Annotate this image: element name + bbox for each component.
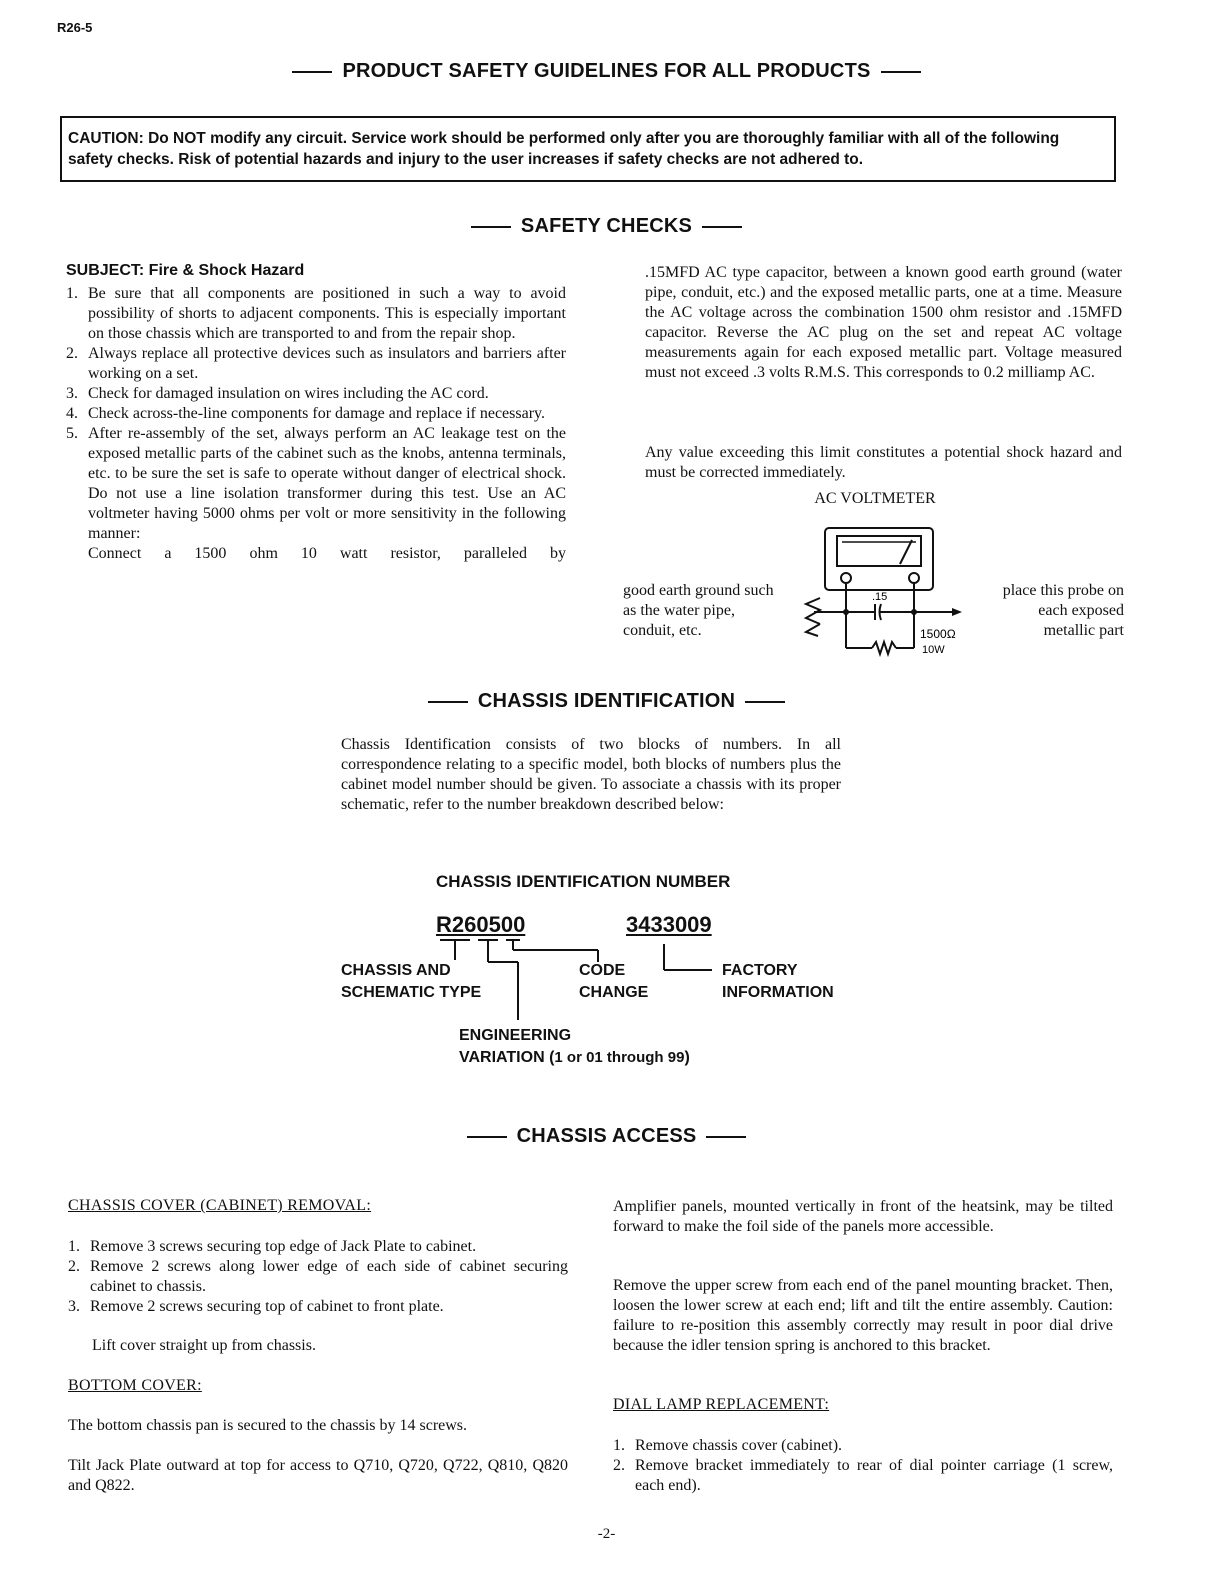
list-item-number: 2. [68,1258,80,1275]
meter-window [837,536,921,566]
chassis-id-number-title: CHASSIS IDENTIFICATION NUMBER [436,872,731,891]
bottom-cover-heading: BOTTOM COVER: [68,1377,202,1394]
list-item [613,1456,1113,1496]
safety-checks-list [66,284,566,564]
watt-label: 10W [922,644,945,656]
list-item-text: Be sure that all components are positioned in such a way to avoid possibility of shorts to adjacent components. This is especially important on those chassis which are transported to and from the repair shop. [88,285,566,342]
cap-label: .15 [872,591,888,603]
label-factory-line-2: INFORMATION [722,984,834,1001]
caution-text: CAUTION: Do NOT modify any circuit. Service work should be performed only after you are thoroughly familiar with all of the following safety checks. Risk of potential hazards and injury to the user increases if safety checks are not adhered to. [68,130,1060,168]
list-item-text: After re-assembly of the set, always perform an AC leakage test on the exposed metallic parts of the cabinet such as the knobs, antenna terminals, etc. to be sure the set is safe to operate without danger of electrical shock. Do not use a line isolation transformer during this test. Use an AC voltmeter having 5000 ohms per volt or more sensitivity in the following manner: [88,425,566,542]
list-item-number: 1. [68,1238,80,1255]
list-item-number: 4. [66,405,78,422]
voltmeter-title: AC VOLTMETER [814,490,936,507]
label-factory-line-1: FACTORY [722,962,798,979]
list-item [613,1436,1113,1456]
list-item-number: 2. [66,345,78,362]
label-eng-line-1: ENGINEERING [459,1027,572,1044]
terminal-right [909,573,919,583]
chassis-id-para: Chassis Identification consists of two blocks of numbers. In all correspondence relating to a specific model, both blocks of numbers plus the cabinet model number should be given. To associate a chassis with its proper schematic, refer to the number breakdown described below: [341,736,841,813]
heading-dash-left [467,1136,507,1138]
label-engineering-variation [459,1025,690,1069]
cover-removal-heading: CHASSIS COVER (CABINET) REMOVAL: [68,1197,372,1214]
probe-label: place this probe on each exposed metallic part [1002,582,1124,639]
voltmeter-diagram [780,520,990,660]
safety-checks-heading-text: SAFETY CHECKS [520,215,693,237]
list-item [66,284,566,344]
heading-dash-right [706,1136,746,1138]
id-block-1: R260500 [436,912,526,937]
bottom-cover-para-2: Tilt Jack Plate outward at top for access to Q710, Q720, Q722, Q810, Q820 and Q822. [68,1457,568,1494]
junction-left [843,609,849,615]
list-item [66,344,566,384]
label-chassis-line-2: SCHEMATIC TYPE [341,984,482,1001]
chassis-access-heading-text: CHASSIS ACCESS [516,1125,697,1147]
list-item-text: Remove chassis cover (cabinet). [635,1437,843,1454]
list-item-number: 3. [68,1298,80,1315]
subject-line: SUBJECT: Fire & Shock Hazard [66,262,305,279]
list-item-text: Always replace all protective devices such as insulators and barriers after working on a set. [88,345,566,382]
list-item-number: 3. [66,385,78,402]
meter-needle [900,540,912,564]
lamp-items [613,1436,1113,1496]
page-title [0,60,1213,83]
ground-symbol [806,598,820,624]
list-item-number: 1. [66,285,78,302]
terminal-left [841,573,851,583]
list-item [66,384,566,404]
safety-right-para-1: .15MFD AC type capacitor, between a known good earth ground (water pipe, conduit, etc.) and the exposed metallic parts, one at a time. Measure the AC voltage across the combination 1500 ohm resistor and .15MFD capacitor. Reverse the AC plug on the set and repeat AC voltage measurements again for each exposed metallic part. Voltage measured must not exceed .3 volts R.M.S. This corresponds to 0.2 milliamp AC. [645,264,1122,381]
list-item-text: Remove 2 screws along lower edge of each side of cabinet securing cabinet to chassis. [90,1258,568,1295]
safety-right-para-2: Any value exceeding this limit constitutes a potential shock hazard and must be corrected immediately. [645,444,1122,481]
junction-right [911,609,917,615]
cover-items [68,1237,568,1317]
label-code-line-1: CODE [579,962,626,979]
cover-removal-list [68,1237,568,1317]
list-item [66,404,566,424]
list-item-text: Remove 3 screws securing top edge of Jack Plate to cabinet. [90,1238,477,1255]
safety-items [66,284,566,544]
list-item [68,1297,568,1317]
amplifier-panels-para: Amplifier panels, mounted vertically in front of the heatsink, may be tilted forward to make the foil side of the panels more accessible. [613,1198,1113,1235]
id-block-2: 3433009 [626,912,712,937]
list-item-text: Remove bracket immediately to rear of dial pointer carriage (1 screw, each end). [635,1457,1113,1494]
list-item-text: Remove 2 screws securing top of cabinet to front plate. [90,1298,444,1315]
lift-cover-text: Lift cover straight up from chassis. [92,1337,316,1354]
res-label: 1500Ω [920,627,956,641]
heading-dash-right [745,701,785,703]
list-item-text: Check across-the-line components for damage and replace if necessary. [88,405,545,422]
label-factory-info [722,960,834,1004]
safety-checks-heading [0,215,1213,238]
probe-tip [952,608,962,616]
label-code-change [579,960,648,1004]
bottom-cover-para-1: The bottom chassis pan is secured to the chassis by 14 screws. [68,1417,468,1434]
list-item-text: Check for damaged insulation on wires including the AC cord. [88,385,489,402]
dial-lamp-list [613,1436,1113,1496]
ground-symbol-2 [806,624,820,636]
heading-dash-left [428,701,468,703]
list-item [68,1257,568,1297]
label-chassis-schematic [341,960,481,1004]
label-code-line-2: CHANGE [579,984,649,1001]
caution-box [60,116,1116,182]
dial-lamp-heading: DIAL LAMP REPLACEMENT: [613,1396,830,1413]
chassis-id-heading-text: CHASSIS IDENTIFICATION [477,690,736,712]
list-item-number: 2. [613,1457,625,1474]
upper-screw-para: Remove the upper screw from each end of the panel mounting bracket. Then, loosen the lower screw at each end; lift and tilt the entire assembly. Caution: failure to re-position this assembly correctly may result in poor dial drive because the idler tension spring is anchored to this bracket. [613,1277,1113,1354]
label-eng-line-2: VARIATION (1 or 01 through 99) [459,1049,690,1066]
chassis-access-heading [0,1125,1213,1148]
title-dash-left [292,71,332,73]
label-chassis-line-1: CHASSIS AND [341,962,451,979]
chassis-id-heading [0,690,1213,713]
list-item-number: 5. [66,425,78,442]
heading-dash-right [702,226,742,228]
heading-dash-left [471,226,511,228]
page-id: R26-5 [57,20,93,35]
earth-ground-label: good earth ground such as the water pipe, conduit, etc. [623,582,774,639]
list-item [68,1237,568,1257]
list-item-number: 1. [613,1437,625,1454]
page-number: -2- [597,1526,616,1542]
list-item [66,424,566,544]
connect-text: Connect a 1500 ohm 10 watt resistor, paralleled by [88,545,566,562]
resistor-zigzag [872,642,896,654]
page-title-text: PRODUCT SAFETY GUIDELINES FOR ALL PRODUCTS [342,60,871,82]
title-dash-right [881,71,921,73]
